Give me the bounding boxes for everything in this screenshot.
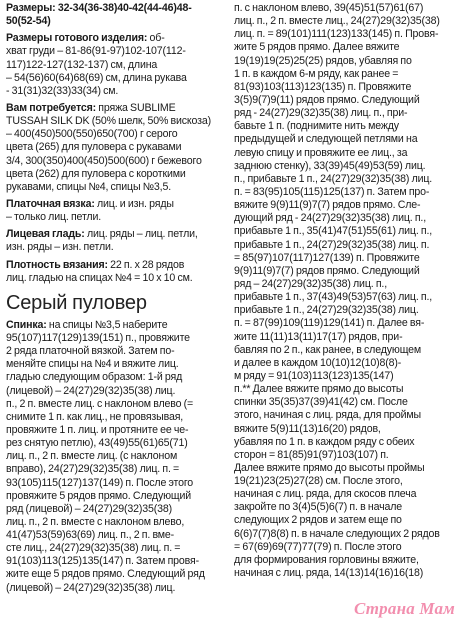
- text-line: предыдущей и следующей петлями на: [234, 133, 418, 146]
- materials-line: [6, 102, 228, 115]
- text-line: провяжите 1 п. лиц. и протяните ее че-: [6, 423, 189, 436]
- text-line: вяжите 5(9)11(13)16(20) рядов,: [234, 422, 381, 435]
- text-line: = 67(69)69(77)77(79) п. После этого: [234, 540, 402, 553]
- gauge-line: [6, 259, 228, 272]
- text-line: сте лиц., 24(27)29(32)35(38) лиц. п. =: [6, 542, 181, 555]
- text-line: лиц. п., 2 п. вместе лиц. (с наклоном: [6, 450, 178, 463]
- garter-line: [6, 198, 228, 211]
- sizes-label: Размеры:: [6, 2, 56, 14]
- text-line: закройте по 3(4)5(5)6(7) п. в начале: [234, 501, 402, 514]
- materials-text: [6, 115, 228, 194]
- text-line: (лицевой) – 24(27)29(32)35(38) лиц.: [6, 581, 176, 594]
- gauge-text: [6, 272, 228, 285]
- finished-size-value: об-: [147, 32, 165, 45]
- text-line: п., 2 п. вместе лиц. с наклоном влево (=: [6, 397, 194, 410]
- text-line: начиная с лиц. ряда, для скосов плеча: [234, 488, 417, 501]
- text-line: рез снятую петлю), 43(49)55(61)65(71): [6, 437, 188, 450]
- text-line: п.** Далее вяжите прямо до высоты: [234, 383, 404, 396]
- text-line: TUSSAH SILK DK (50% шелк, 50% вискоза): [6, 115, 211, 128]
- text-line: 9(9)11(9)7(7) рядов прямо. Следующий: [234, 264, 420, 277]
- garter-value: лиц. и изн. ряды: [94, 197, 174, 210]
- text-line: = 85(97)107(117)127(139) п. Провяжите: [234, 251, 420, 264]
- text-line: цвета (262) для пуловера с короткими: [6, 167, 186, 180]
- finished-size-line: [6, 32, 228, 45]
- garter-text: [6, 211, 228, 224]
- text-line: следующих 2 рядов и затем еще по: [234, 514, 402, 527]
- text-line: сторон = 81(85)91(97)103(107) п.: [234, 448, 389, 461]
- finished-size-label: Размеры готового изделия:: [6, 32, 148, 45]
- text-line: этого, начиная с лиц. ряда, для проймы: [234, 409, 422, 422]
- text-line: ряд – 24(27)29(32)35(38) лиц. п.,: [234, 277, 388, 290]
- text-line: 3(5)9(7)9(11) рядов прямо. Следующий: [234, 93, 420, 106]
- text-line: – только лиц. петли.: [6, 211, 102, 224]
- text-line: лиц. п., 2 п. вместе с наклоном влево,: [6, 515, 185, 528]
- text-line: 1 п. в каждом 6-м ряду, как ранее =: [234, 67, 399, 80]
- text-line: жите еще 5 рядов прямо. Следующий ряд: [6, 568, 205, 581]
- site-watermark: Страна Мам: [353, 599, 455, 618]
- sizes-value: 32-34(36-38)40-42(44-46)48-: [55, 2, 192, 14]
- text-line: лиц. гладью на спицах №4 = 10 х 10 см.: [6, 271, 193, 284]
- finished-size-text: [6, 45, 228, 98]
- section-title: Серый пуловер: [6, 291, 147, 314]
- sizes-value-cont: 50(52-54): [6, 15, 51, 28]
- text-line: бавляя по 2 п., как ранее, в следующем: [234, 343, 422, 356]
- text-line: заднюю стенку), 33(39)45(49)53(59) лиц.: [234, 159, 426, 172]
- text-line: прибавьте 1 п., 37(43)49(53)57(63) лиц. п.,: [234, 291, 433, 304]
- text-line: жите 11(11)13(11)17(17) рядов, при-: [234, 330, 403, 343]
- text-line: п., прибавьте 1 п., 24(27)29(32)35(38) лиц.: [234, 172, 433, 185]
- text-line: начиная с лиц. ряда, 14(13)14(16)16(18): [234, 567, 424, 580]
- text-line: для формирования горловины вяжите,: [234, 553, 419, 566]
- text-line: – 400(450)500(550)650(700) г серого: [6, 128, 178, 141]
- text-line: - 31(31)32(33)33(34) см.: [6, 84, 119, 97]
- stockinette-value: лиц. ряды – лиц. петли,: [84, 228, 198, 241]
- text-line: п. = 83(95)105(115)125(137) п. Затем про-: [234, 185, 430, 198]
- text-line: цвета (265) для пуловера с рукавами: [6, 141, 182, 154]
- text-line: Далее вяжите прямо до высоты проймы: [234, 461, 425, 474]
- left-column: [6, 2, 228, 595]
- text-line: хват груди – 81-86(91-97)102-107(112-: [6, 45, 186, 58]
- text-line: левую спицу и провяжите ее лиц., за: [234, 146, 408, 159]
- right-column: [234, 2, 454, 580]
- text-line: 95(107)117(129)139(151) п., провяжите: [6, 331, 190, 344]
- text-line: убавляя по 1 п. в каждом ряду с обеих: [234, 435, 415, 448]
- text-line: 117)122-127(132-137) см, длина: [6, 58, 158, 71]
- gauge-value: 22 п. х 28 рядов: [107, 258, 185, 271]
- text-line: 41(47)53(59)63(69) лиц. п., 2 п. вме-: [6, 529, 175, 542]
- text-line: рукавами, спицы №4, спицы №3,5.: [6, 180, 171, 193]
- back-instructions: [6, 332, 228, 595]
- materials-label: Вам потребуется:: [6, 101, 96, 114]
- text-line: – 54(56)60(64)68(69) см, длина рукава: [6, 71, 187, 84]
- text-line: изн. ряды – изн. петли.: [6, 241, 114, 254]
- text-line: дующий ряд - 24(27)29(32)35(38) лиц. п.,: [234, 212, 427, 225]
- back-line: [6, 319, 228, 332]
- garter-label: Платочная вязка:: [6, 197, 95, 210]
- text-line: прибавьте 1 п., 24(27)29(32)35(38) лиц. п.: [234, 238, 430, 251]
- materials-value: пряжа SUBLIME: [96, 101, 176, 114]
- text-line: м ряду = 91(103)113(123)135(147): [234, 369, 394, 382]
- text-line: ряд (лицевой) – 24(27)29(32)35(38): [6, 502, 172, 515]
- text-line: гладью следующим образом: 1-й ряд: [6, 371, 183, 384]
- text-line: 81(93)103(113)123(135) п. Провяжите: [234, 80, 412, 93]
- text-line: 2 ряда платочной вязкой. Затем по-: [6, 345, 175, 358]
- text-line: вяжите 9(9)11(9)7(7) рядов прямо. Сле-: [234, 199, 421, 212]
- text-line: 6(6)7(7)8(8) п. в начале следующих 2 рядов: [234, 527, 440, 540]
- text-line: п. с наклоном влево, 39(45)51(57)61(67): [234, 2, 424, 14]
- text-line: вправо), 24(27)29(32)35(38) лиц. п. =: [6, 463, 180, 476]
- text-line: ряд - 24(27)29(32)35(38) лиц. п., при-: [234, 107, 408, 120]
- text-line: лиц. п. = 89(101)111(123)133(145) п. Провя-: [234, 28, 439, 41]
- text-line: и далее в каждом 10(10)12(10)8(8)-: [234, 356, 402, 369]
- sizes-line: [6, 2, 228, 15]
- stockinette-text: [6, 241, 228, 254]
- text-line: прибавьте 1 п., 24(27)29(32)35(38) лиц.: [234, 304, 419, 317]
- text-line: п. = 87(99)109(119)129(141) п. Далее вя-: [234, 317, 425, 330]
- back-value: на спицы №3,5 наберите: [46, 318, 168, 331]
- back-label: Спинка:: [6, 318, 47, 331]
- right-column-instructions: [234, 2, 454, 580]
- text-line: (лицевой) – 24(27)29(32)35(38) лиц.: [6, 384, 176, 397]
- text-line: снимите 1 п. как лиц., не провязывая,: [6, 410, 184, 423]
- text-line: меняйте спицы на №4 и вяжите лиц.: [6, 358, 179, 371]
- text-line: 91(103)113(125)135(147) п. Затем провя-: [6, 555, 199, 568]
- text-line: 3/4, 300(350)400(450)500(600) г бежевого: [6, 154, 202, 167]
- text-line: жите 5 рядов прямо. Далее вяжите: [234, 41, 400, 54]
- stockinette-label: Лицевая гладь:: [6, 228, 85, 241]
- text-line: 93(105)115(127)137(149) п. После этого: [6, 476, 194, 489]
- text-line: 19(21)23(25)27(28) см. После этого,: [234, 475, 403, 488]
- gauge-label: Плотность вязания:: [6, 258, 108, 271]
- text-line: лиц. п., 2 п. вместе лиц., 24(27)29(32)35(38): [234, 15, 440, 28]
- text-line: спинки 35(35)37(39)41(42) см. После: [234, 396, 408, 409]
- stockinette-line: [6, 228, 228, 241]
- text-line: прибавьте 1 п., 35(41)47(51)55(61) лиц. п.,: [234, 225, 433, 238]
- text-line: провяжите 5 рядов прямо. Следующий: [6, 489, 191, 502]
- text-line: бавьте 1 п. (поднимите нить между: [234, 120, 399, 133]
- text-line: 19(19)19(25)25(25) рядов, убавляя по: [234, 54, 412, 67]
